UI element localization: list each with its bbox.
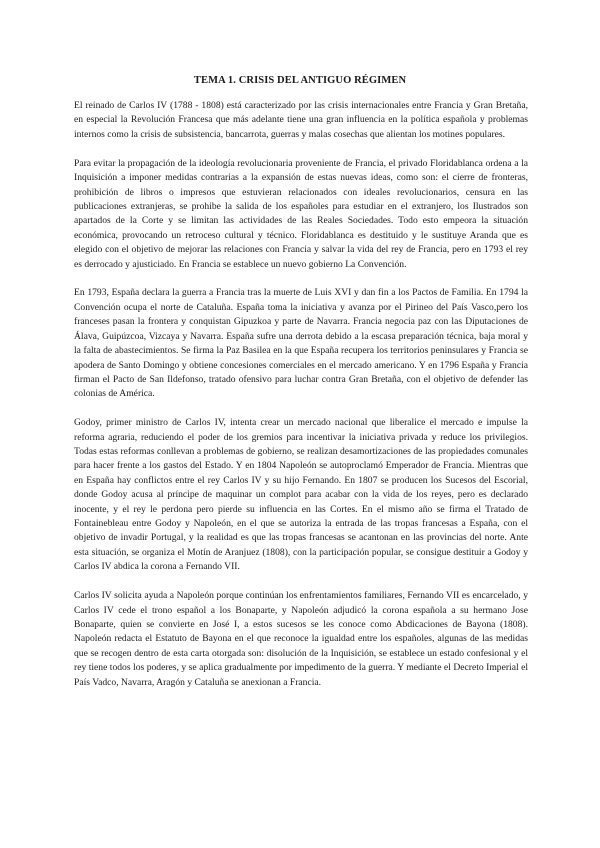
document-body bbox=[74, 99, 528, 705]
paragraph-abdicaciones-bayona: Carlos IV solicita ayuda a Napoleón porque continúan los enfrentamientos familiares, Fernando VII es encarcelado, y Carlos IV cede el trono español a los Bonaparte, y Napoleón adjudicó la corona española a su hermano Jose Bonaparte, quien se convierte en José I, a estos sucesos se les conoce como Abdicaciones de Bayona (1808). Napoleón redacta el Estatuto de Bayona en el que reconoce la igualdad entre los españoles, algunas de las medidas que se recogen dentro de esta carta otorgada son: disolución de la Inquisición, se establece un estado confesional y el rey tiene todos los poderes, y se aplica gradualmente por impedimento de la guerra. Y mediante el Decreto Imperial el País Vadco, Navarra, Aragón y Cataluña se anexionan a Francia. bbox=[74, 590, 528, 688]
paragraph-floridablanca: Para evitar la propagación de la ideología revolucionaria proveniente de Francia, el privado Floridablanca ordena a la Inquisición a imponer medidas contrarias a la expansión de estas nuevas ideas, como son: el cierre de fronteras, prohibición de libros o impresos que estuvieran relacionados con ideales revolucionarios, censura en las publicaciones extranjeras, se prohibe la salida de los españoles para estudiar en el extranjero, los Ilustrados son apartados de la Corte y se limitan las actividades de las Reales Sociedades. Todo esto empeora la situación económica, provocando un retroceso cultural y técnico. Floridablanca es destituido y le sustituye Aranda que es elegido con el objetivo de mejorar las relaciones con Francia y salvar la vida del rey de Francia, pero en 1793 el rey es derrocado y ajusticiado. En Francia se establece un nuevo gobierno La Convención. bbox=[74, 157, 528, 270]
paragraph-reinado-carlos-iv: El reinado de Carlos IV (1788 - 1808) está caracterizado por las crisis internacionales entre Francia y Gran Bretaña, en especial la Revolución Francesa que más adelante tiene una gran influencia en la política española y problemas internos como la crisis de subsistencia, bancarrota, guerras y malas cosechas que alientan los motines populares. bbox=[74, 100, 528, 140]
paragraph-guerra-francia: En 1793, España declara la guerra a Francia tras la muerte de Luis XVI y dan fin a los Pactos de Familia. En 1794 la Convención ocupa el norte de Cataluña. España toma la iniciativa y avanza por el Pirineo del País Vasco,pero los franceses pasan la frontera y conquistan Gipuzkoa y parte de Navarra. Francia negocia paz con las Diputaciones de Álava, Guipúzcoa, Vizcaya y Navarra. España sufre una derrota debido a la escasa preparación técnica, baja moral y la falta de abastecimientos. Se firma la Paz Basilea en la que España recupera los territorios peninsulares y Francia se apodera de Santo Domingo y obtiene concesiones comerciales en el mercado americano. Y en 1796 España y Francia firman el Pacto de San Ildefonso, tratado ofensivo para luchar contra Gran Bretaña, con el objetivo de defender las colonias de América. bbox=[74, 287, 528, 400]
paragraph-godoy: Godoy, primer ministro de Carlos IV, intenta crear un mercado nacional que liberalice el mercado e impulse la reforma agraria, reduciendo el poder de los gremios para incentivar la iniciativa privada y reduce los privilegios. Todas estas reformas conllevan a problemas de gobierno, se realizan desamortizaciones de las propiedades comunales para hacer frente a los gastos del Estado. Y en 1804 Napoleón se autoproclamó Emperador de Francia. Mientras que en España hay conflictos entre el rey Carlos IV y su hijo Fernando. En 1807 se producen los Sucesos del Escorial, donde Godoy acusa al príncipe de maquinar un complot para acabar con la vida de los reyes, pero es declarado inocente, y el rey le perdona pero pierde su influencia en las Cortes. En el mismo año se firma el Tratado de Fontainebleau entre Godoy y Napoleón, en el que se autoriza la entrada de las tropas francesas a España, con el objetivo de invadir Portugal, y la realidad es que las tropas francesas se acantonan en las provincias del norte. Ante esta situación, se organiza el Motín de Aranjuez (1808), con la participación popular, se consigue destituir a Godoy y Carlos IV abdica la corona a Fernando VII. bbox=[74, 417, 528, 573]
document-title: TEMA 1. CRISIS DEL ANTIGUO RÉGIMEN bbox=[193, 75, 407, 86]
